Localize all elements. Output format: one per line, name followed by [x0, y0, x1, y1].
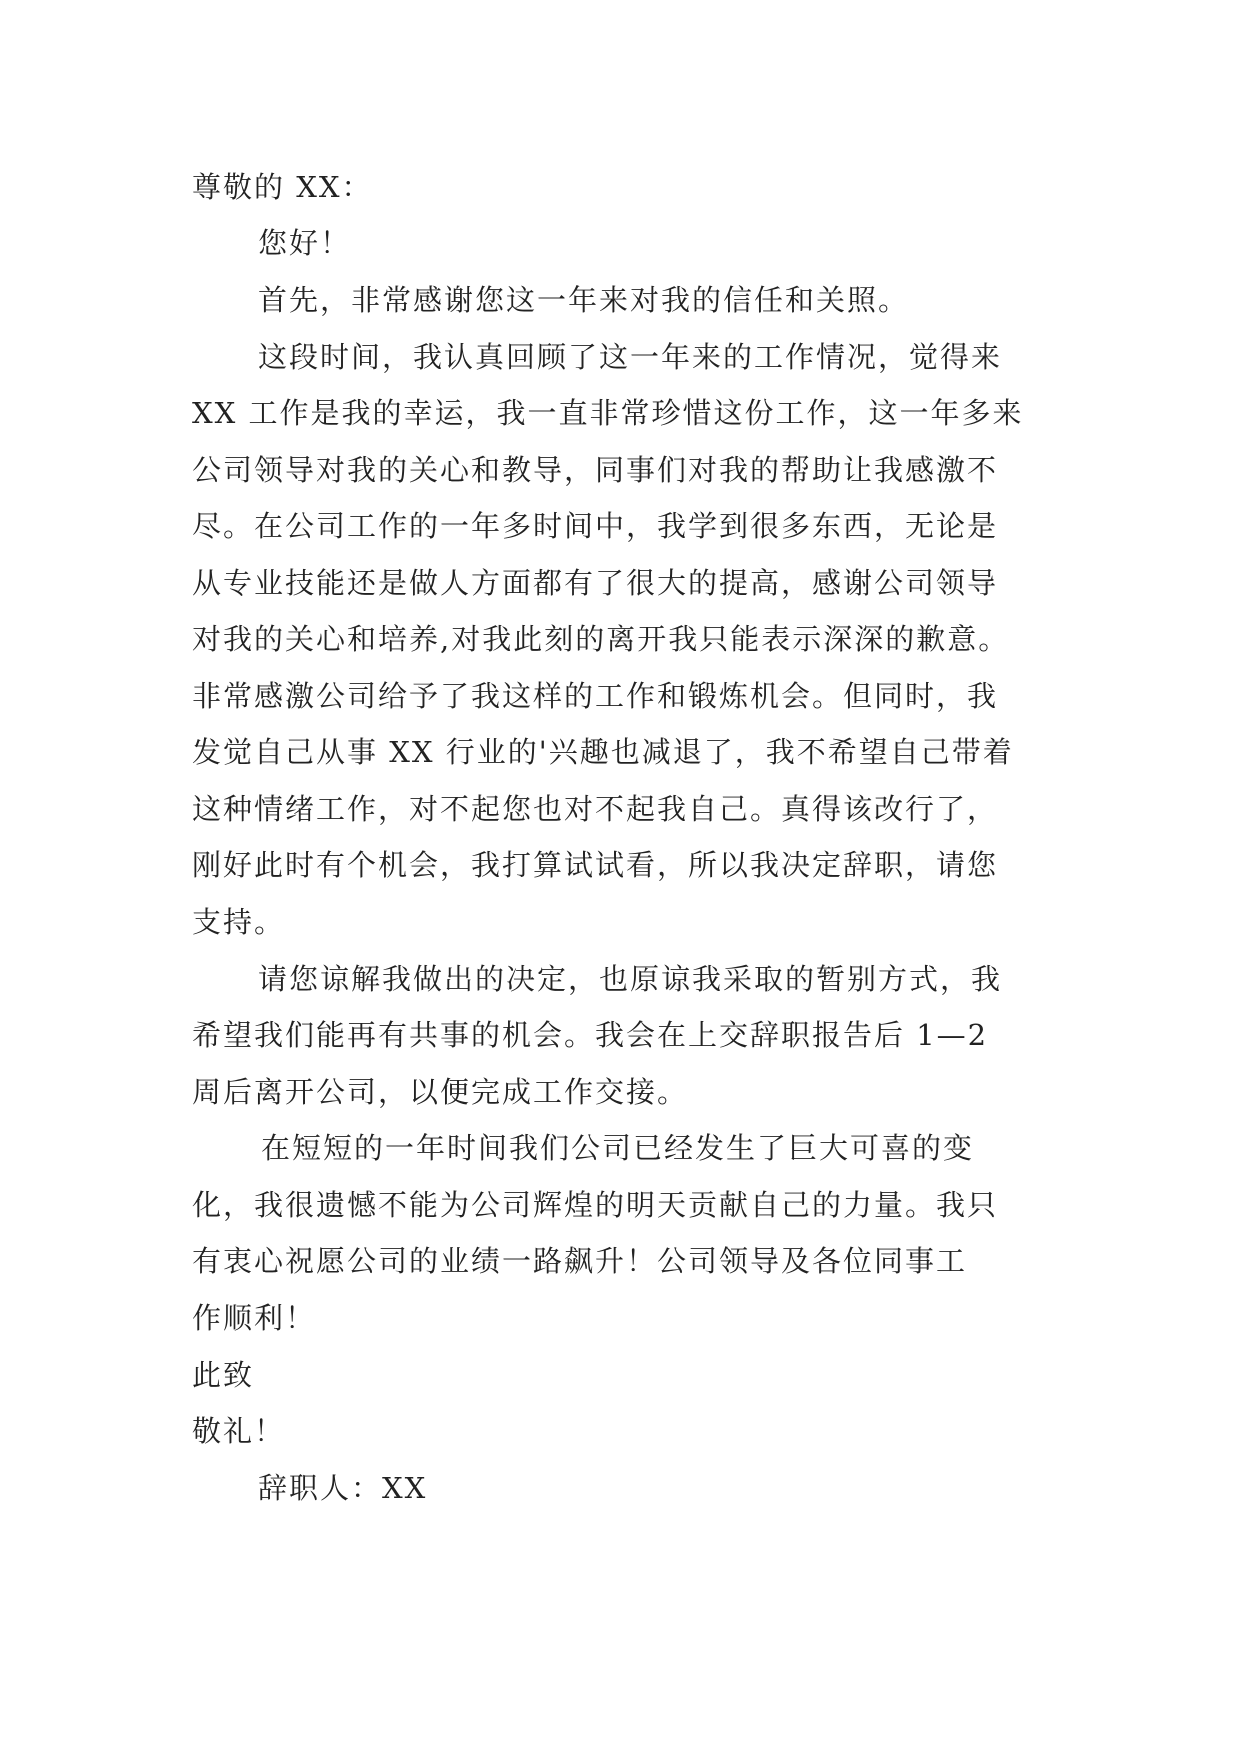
paragraph-request-line: 请您谅解我做出的决定，也原谅我采取的暂别方式，我	[258, 962, 1003, 996]
greeting: 您好！	[258, 226, 352, 260]
paragraph-body-line: 从专业技能还是做人方面都有了很大的提高，感谢公司领导	[192, 566, 999, 600]
paragraph-request-line: 希望我们能再有共事的机会。我会在上交辞职报告后 1—2	[192, 1018, 989, 1052]
paragraph-body-line: 尽。在公司工作的一年多时间中，我学到很多东西，无论是	[192, 509, 999, 543]
paragraph-body-line: 发觉自己从事 XX 行业的'兴趣也减退了，我不希望自己带着	[192, 735, 1014, 769]
paragraph-request-line: 周后离开公司，以便完成工作交接。	[192, 1075, 689, 1109]
paragraph-wishes-line: 作顺利！	[192, 1301, 317, 1335]
paragraph-body-line: 支持。	[192, 905, 286, 939]
paragraph-body-line: 这段时间，我认真回顾了这一年来的工作情况，觉得来	[258, 340, 1003, 374]
paragraph-wishes-line: 化，我很遗憾不能为公司辉煌的明天贡献自己的力量。我只	[192, 1188, 999, 1222]
paragraph-body-line: 对我的关心和培养,对我此刻的离开我只能表示深深的歉意。	[192, 622, 1010, 656]
salutation: 尊敬的 XX：	[192, 170, 373, 204]
paragraph-body-line: 非常感激公司给予了我这样的工作和锻炼机会。但同时，我	[192, 679, 999, 713]
closing-line: 此致	[192, 1358, 255, 1392]
paragraph-body-line: 刚好此时有个机会，我打算试试看，所以我决定辞职，请您	[192, 848, 999, 882]
paragraph-thanks: 首先，非常感谢您这一年来对我的信任和关照。	[258, 283, 910, 317]
closing-regards: 敬礼！	[192, 1414, 286, 1448]
paragraph-body-line: 公司领导对我的关心和教导，同事们对我的帮助让我感激不	[192, 453, 999, 487]
paragraph-body-line: 这种情绪工作，对不起您也对不起我自己。真得该改行了，	[192, 792, 999, 826]
paragraph-body-line: XX 工作是我的幸运，我一直非常珍惜这份工作，这一年多来	[192, 396, 1024, 430]
paragraph-wishes-line: 有衷心祝愿公司的业绩一路飙升！公司领导及各位同事工	[192, 1244, 968, 1278]
paragraph-wishes-line: 在短短的一年时间我们公司已经发生了巨大可喜的变	[261, 1131, 975, 1165]
signature: 辞职人：XX	[258, 1471, 428, 1505]
